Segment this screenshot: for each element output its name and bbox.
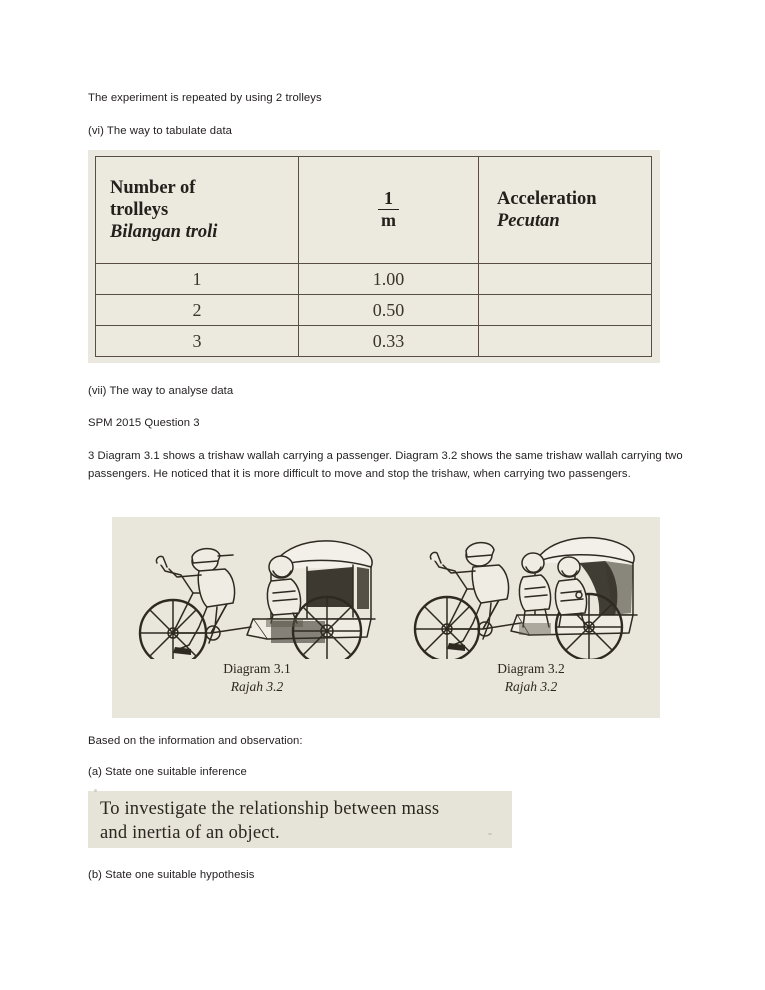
question-paragraph: 3 Diagram 3.1 shows a trishaw wallah carrying a passenger. Diagram 3.2 shows the same trishaw wallah carrying two passengers. He noticed that it is more difficult to move and stop the trishaw, when carrying two passengers. [88,450,683,480]
figure-diagram-3-1 [112,517,402,718]
answer-line-2: and inertia of an object. [100,823,280,843]
figure-caption-en: Diagram 3.2 [497,661,565,676]
table-row [96,326,652,357]
header-cell-acceleration [478,157,651,264]
answer-line-1: To investigate the relationship between mass [100,799,440,819]
trishaw-one-passenger-icon [112,523,402,661]
header-cell-trolleys [96,157,299,264]
cell-acceleration [478,264,651,295]
header-acceleration: Acceleration [496,188,597,209]
table-row [96,295,652,326]
scan-speck [488,833,492,835]
cell-acceleration [478,326,651,357]
cell-one-over-m: 0.33 [298,326,478,357]
section-heading-vi: (vi) The way to tabulate data [88,125,232,137]
cell-one-over-m: 0.50 [298,295,478,326]
table-row [96,264,652,295]
tabulate-data-table-scan [88,150,660,363]
cell-trolleys: 1 [96,264,299,295]
figure-caption-ms: Rajah 3.2 [230,679,284,694]
intro-line: The experiment is repeated by using 2 trolleys [88,92,322,104]
fraction-numerator: 1 [383,188,393,208]
section-heading-vii: (vii) The way to analyse data [88,385,234,397]
header-trolleys: trolleys [110,199,169,220]
trishaw-figure-scan [112,517,660,718]
scan-speck [94,789,97,792]
header-pecutan: Pecutan [496,210,560,231]
part-a-prompt: (a) State one suitable inference [88,766,247,778]
header-cell-one-over-m [298,157,478,264]
trishaw-two-passengers-icon [402,523,660,661]
cell-one-over-m: 1.00 [298,264,478,295]
table-header-row [96,157,652,264]
header-number-of: Number of [110,177,196,198]
figure-diagram-3-2 [402,517,660,718]
part-b-prompt: (b) State one suitable hypothesis [88,869,255,881]
figure-caption-en: Diagram 3.1 [223,661,291,676]
based-on-line: Based on the information and observation: [88,735,303,747]
data-table [95,156,652,357]
cell-trolleys: 2 [96,295,299,326]
header-bilangan-troli: Bilangan troli [110,221,218,242]
fraction-one-over-m [377,189,400,230]
exam-reference: SPM 2015 Question 3 [88,417,200,429]
cell-acceleration [478,295,651,326]
fraction-denominator: m [380,210,396,230]
figure-caption-ms: Rajah 3.2 [504,679,558,694]
inference-answer-scan [88,791,512,848]
cell-trolleys: 3 [96,326,299,357]
